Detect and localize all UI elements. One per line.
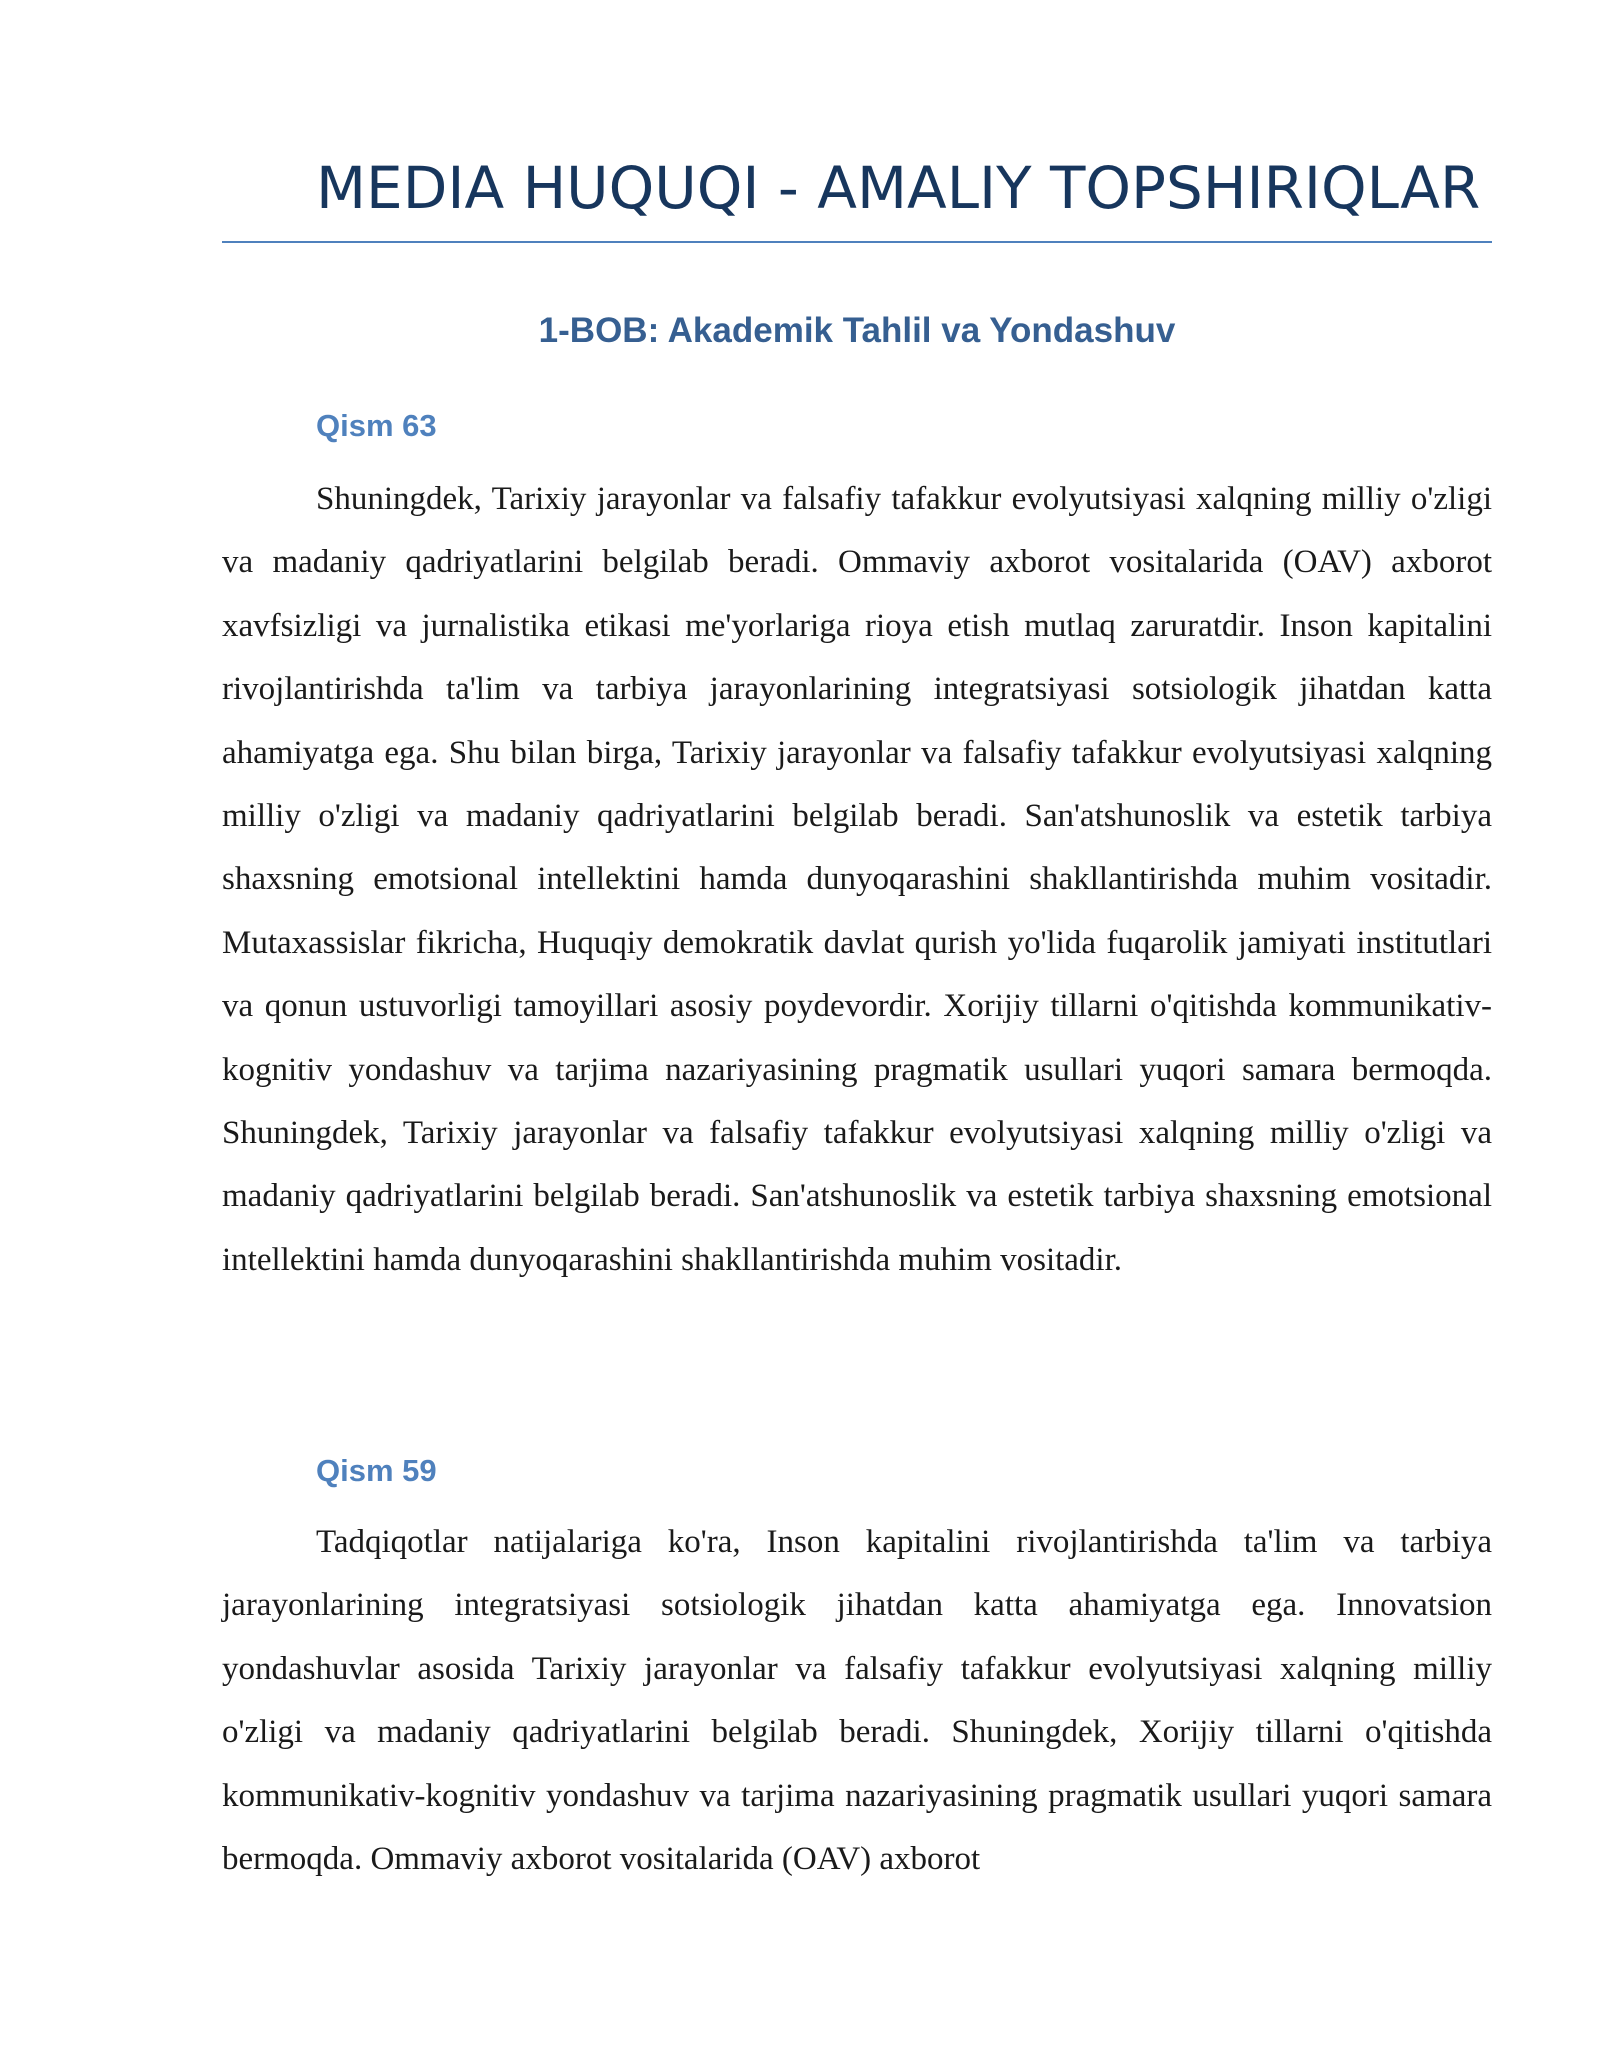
- section-paragraph: Shuningdek, Tarixiy jarayonlar va falsafiy tafakkur evolyutsiyasi xalqning milliy o'zligi va madaniy qadriyatlarini belgilab beradi. Ommaviy axborot vositalarida (OAV) axborot xavfsizligi va jurnalistika etikasi me'yorlariga rioya etish mutlaq zaruratdir. Inson kapitalini rivojlantirishda ta'lim va tarbiya jarayonlarining integratsiyasi sotsiologik jihatdan katta ahamiyatga ega. Shu bilan birga, Tarixiy jarayonlar va falsafiy tafakkur evolyutsiyasi xalqning milliy o'zligi va madaniy qadriyatlarini belgilab beradi. San'atshunoslik va estetik tarbiya shaxsning emotsional intellektini hamda dunyoqarashini shakllantirishda muhim vositadir. Mutaxassislar fikricha, Huquqiy demokratik davlat qurish yo'lida fuqarolik jamiyati institutlari va qonun ustuvorligi tamoyillari asosiy poydevordir. Xorijiy tillarni o'qitishda kommunikativ-kognitiv yondashuv va tarjima nazariyasining pragmatik usullari yuqori samara bermoqda. Shuningdek, Tarixiy jarayonlar va falsafiy tafakkur evolyutsiyasi xalqning milliy o'zligi va madaniy qadriyatlarini belgilab beradi. San'atshunoslik va estetik tarbiya shaxsning emotsional intellektini hamda dunyoqarashini shakllantirishda muhim vositadir.: [222, 481, 1492, 1278]
- chapter-title: 1-BOB: Akademik Tahlil va Yondashuv: [538, 311, 1176, 350]
- title-underline: [222, 241, 1492, 243]
- section-heading: Qism 59: [316, 1453, 437, 1488]
- section-heading: Qism 63: [316, 408, 437, 443]
- section-paragraph: Tadqiqotlar natijalariga ko'ra, Inson kapitalini rivojlantirishda ta'lim va tarbiya jarayonlarining integratsiyasi sotsiologik jihatdan katta ahamiyatga ega. Innovatsion yondashuvlar asosida Tarixiy jarayonlar va falsafiy tafakkur evolyutsiyasi xalqning milliy o'zligi va madaniy qadriyatlarini belgilab beradi. Shuningdek, Xorijiy tillarni o'qitishda kommunikativ-kognitiv yondashuv va tarjima nazariyasining pragmatik usullari yuqori samara bermoqda. Ommaviy axborot vositalarida (OAV) axborot: [222, 1524, 1492, 1878]
- document-title: MEDIA HUQUQI - AMALIY TOPSHIRIQLAR: [316, 154, 1481, 222]
